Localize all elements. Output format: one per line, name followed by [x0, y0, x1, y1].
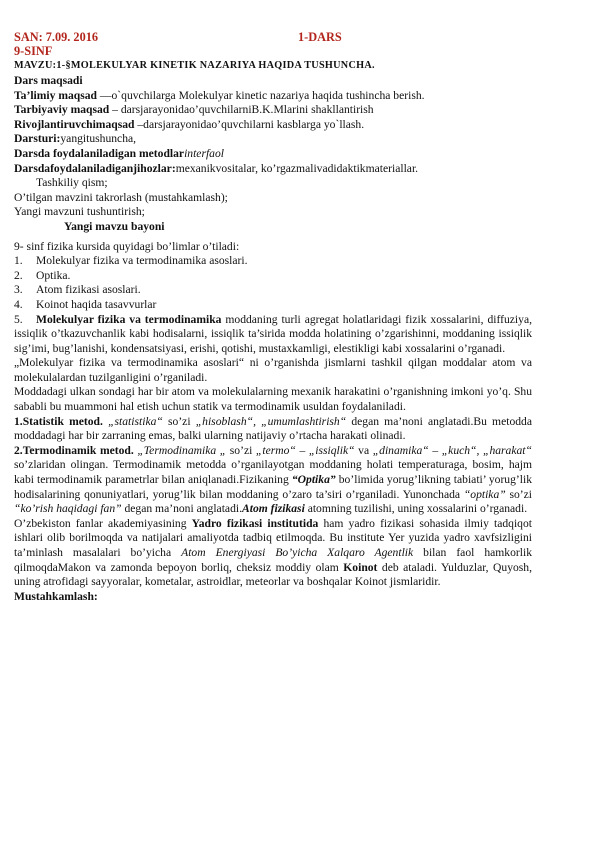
statistical-method-paragraph — [14, 415, 532, 444]
developing-goal-text: –darsjarayonidao’quvchilarni kasblarga yo`llash. — [134, 117, 365, 131]
atom-physics-term: Atom fizikasi — [241, 502, 305, 516]
document-page — [14, 30, 532, 604]
upbringing-goal-label: Tarbiyaviy maqsad — [14, 103, 110, 117]
quoted-term: „Termodinamika „ — [133, 443, 227, 457]
paragraph-text: va — [354, 443, 373, 457]
molecular-section-title: Molekulyar fizika va termodinamika — [36, 312, 222, 326]
lesson-type-label: Darsturi: — [14, 132, 61, 146]
agency-name: Atom Energiyasi Bo’yicha Xalqaro Agentlik — [181, 546, 414, 559]
quoted-term: “ko’rish haqidagi fan” — [14, 502, 122, 516]
list-item-number: 1. — [14, 254, 23, 268]
statistical-method-label: 1.Statistik metod. — [14, 414, 103, 428]
paragraph-text: deb ataladi. Yulduzlar, Quyosh, uning atrofidagi sayyoralar, kometalar, astroidlar, meteorlar va boshqalar Koinot jismlaridir. — [14, 560, 532, 589]
upbringing-goal-text: – darsjarayonidao’quvchilarniB.K.Mlarini shakllantirish — [109, 103, 374, 117]
list-item-text: Optika. — [36, 268, 71, 282]
thermodynamic-method-label: 2.Termodinamik metod. — [14, 443, 134, 457]
list-item-number: 4. — [14, 297, 23, 311]
educational-goal-text: —o`quvchilarga Molekulyar kinetic nazariya haqida tushincha berish. — [97, 88, 425, 102]
structure-org: Tashkiliy qism; — [36, 176, 108, 190]
list-item — [14, 283, 532, 298]
matter-paragraph: Moddadagi ulkan sondagi har bir atom va molekulalarning mexanik harakatini o’rganishning imkoni yo’q. Shu sababli bu muammoni hal etish uchun statik va termodinamik usuldan foydalaniladi. — [14, 385, 532, 414]
institute-name: Yadro fizikasi institutida — [191, 516, 319, 530]
paragraph-text: degan ma’noni anglatadi.Bu metodda moddadagi har bir zarraning emas, balki ularning natijaviy o’rtacha harakati olinadi. — [14, 414, 532, 443]
paragraph-text: degan ma’noni anglatadi. — [121, 502, 242, 516]
academy-paragraph — [14, 517, 532, 590]
structure-explain: Yangi mavzuni tushuntirish; — [14, 205, 145, 219]
paragraph-text: so’zi — [226, 443, 256, 457]
methods-line — [14, 147, 532, 162]
developing-goal — [14, 118, 532, 133]
structure-review: O’tilgan mavzini takrorlash (mustahkamlash); — [14, 190, 228, 204]
new-topic-heading: Yangi mavzu bayoni — [64, 219, 165, 233]
closing-heading: Mustahkamlash: — [14, 589, 98, 603]
grade-label: 9-SINF — [14, 44, 53, 58]
paragraph-text: ham yadro fizikasi sohasida ilmiy tadqiqot ishlari olib borilmoqda va natijalari amaliyotda tadbiq etilmoqda. Bu institute Yer yuzida yadro xavfsizligini ta’minlash masalalari bo’yicha — [14, 516, 532, 559]
paragraph-text: so’zlaridan olingan. Termodinamik metodda o’rganilayotgan moddaning holati temperaturaga, bosim, hajm kabi termodinamik parametrlar bilan aniqlanadi.Fizikaning — [14, 458, 532, 487]
topic-title: MAVZU:1-§MOLEKULYAR KINETIK NAZARIYA HAQIDA TUSHUNCHA. — [14, 60, 375, 71]
molecular-section-text: moddaning turli agregat holatlaridagi fizik xossalarini, diffuziya, issiqlik o’tkazuvchanlik kabi hodisalarni, issiqlik ta’sirida modda holatining o’zgarishinni, moddaning issiqlik sig’imi, bug’lanishi, kondensatsiyasi, erishi, qotishi, mustaxkamligi, elestikligi kabi xossalarini o’rganadi. — [14, 312, 532, 355]
molecular-paragraph: „Molekulyar fizika va termodinamika asoslari“ ni o’rganishda jismlarni tashkil qilgan moddalar atom va molekulalardan tuzilganligini o’rganiladi. — [14, 356, 532, 384]
goals-heading: Dars maqsadi — [14, 74, 83, 87]
quoted-term: „dinamika“ – „kuch“, „harakat“ — [372, 443, 532, 457]
quoted-term: „hisoblash“, „umumlashtirish“ — [195, 414, 347, 428]
list-item-number: 2. — [14, 268, 23, 282]
quoted-term: „statistika“ — [102, 414, 163, 428]
methods-text: interfaol — [184, 146, 224, 160]
koinot-term: Koinot — [343, 560, 378, 574]
molecular-section-paragraph — [14, 313, 532, 357]
optics-term: “Optika” — [291, 473, 336, 487]
paragraph-text: bo’limida yorug’likning tabiati’ yorug’lik hodisalarining qonuniyatlari, yorug’lik bilan moddaning o’zaro ta’siri o’rganiladi. Yunonchada — [14, 473, 533, 501]
lesson-type-text: yangitushuncha, — [60, 132, 137, 146]
developing-goal-label: Rivojlantiruvchimaqsad — [14, 117, 135, 131]
educational-goal — [14, 89, 532, 104]
sections-list — [14, 254, 532, 312]
lesson-number: 1-DARS — [298, 30, 342, 44]
list-item-text: Koinot haqida tasavvurlar — [36, 297, 157, 311]
paragraph-text: bilan faol hamkorlik qilmoqdaMakon va zamonda bepoyon borliq, cheksiz moddiy olam — [14, 546, 532, 574]
list-item-text: Molekulyar fizika va termodinamika asoslari. — [36, 254, 248, 268]
methods-label: Darsda foydalaniladigan metodlar — [14, 146, 185, 160]
quoted-term: „termo“ – „issiqlik“ — [255, 443, 355, 457]
list-item — [14, 269, 532, 284]
lesson-date: SAN: 7.09. 2016 — [14, 30, 99, 44]
list-item-number: 3. — [14, 283, 23, 297]
list-item-text: Atom fizikasi asoslari. — [36, 283, 141, 297]
header-row — [14, 30, 532, 44]
sections-intro: 9- sinf fizika kursida quyidagi bo’limlar o’tiladi: — [14, 239, 240, 253]
upbringing-goal — [14, 103, 532, 118]
paragraph-text: so’zi — [505, 487, 532, 501]
equipment-text: mexanikvositalar, ko’rgazmalivadidaktikmateriallar. — [175, 161, 419, 175]
paragraph-text: so’zi — [162, 414, 196, 428]
list-item — [14, 298, 532, 313]
list-item-number: 5. — [14, 312, 23, 326]
thermodynamic-method-paragraph — [14, 444, 532, 517]
equipment-label: Darsdafoydalaniladiganjihozlar: — [14, 161, 176, 175]
quoted-term: “optika” — [463, 487, 506, 501]
paragraph-text: O’zbekiston fanlar akademiyasining — [14, 516, 192, 530]
paragraph-text: atomning tuzilishi, uning xossalarini o’rganadi. — [304, 502, 528, 516]
list-item — [14, 254, 532, 269]
educational-goal-label: Ta’limiy maqsad — [14, 88, 98, 102]
lesson-type — [14, 132, 532, 147]
equipment-line — [14, 162, 532, 177]
